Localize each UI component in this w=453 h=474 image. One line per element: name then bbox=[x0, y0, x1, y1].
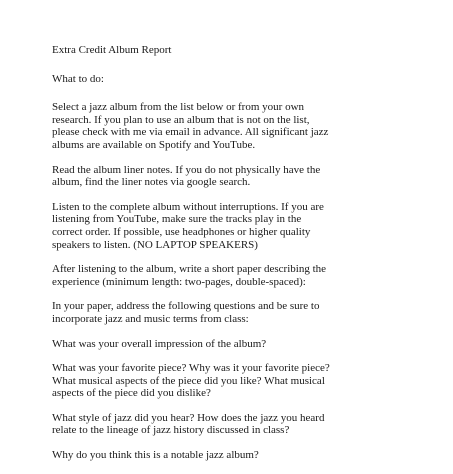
document-title: Extra Credit Album Report bbox=[52, 44, 172, 56]
document-body bbox=[52, 44, 432, 474]
paragraph-line: research. If you plan to use an album that is not on the list, bbox=[52, 113, 310, 126]
paragraph-address-questions bbox=[52, 300, 432, 325]
paragraph-line: Select a jazz album from the list below or from your own bbox=[52, 101, 305, 114]
paragraph-line: What musical aspects of the piece did you like? What musical bbox=[52, 374, 325, 387]
paragraph-line: Why do you think this is a notable jazz album? bbox=[52, 449, 259, 462]
paragraph-line: After listening to the album, write a short paper describing the bbox=[52, 263, 327, 276]
paragraph-line: speakers to listen. (NO LAPTOP SPEAKERS) bbox=[52, 238, 258, 251]
paragraph-write-paper bbox=[52, 263, 432, 288]
paragraph-line: Read the album liner notes. If you do not physically have the bbox=[52, 163, 321, 176]
paragraph-line: In your paper, address the following questions and be sure to bbox=[52, 300, 320, 313]
paragraph-line: albums are available on Spotify and YouTube. bbox=[52, 138, 256, 151]
question-favorite-piece bbox=[52, 362, 432, 400]
paragraph-line: Listen to the complete album without interruptions. If you are bbox=[52, 200, 324, 213]
paragraph-select-album bbox=[52, 101, 432, 151]
paragraph-line: listening from YouTube, make sure the tracks play in the bbox=[52, 213, 302, 226]
paragraph-line: album, find the liner notes via google search. bbox=[52, 176, 251, 189]
paragraph-line: incorporate jazz and music terms from class: bbox=[52, 312, 249, 325]
paragraph-line: experience (minimum length: two-pages, double-spaced): bbox=[52, 275, 306, 288]
section-heading: What to do: bbox=[52, 72, 104, 85]
paragraph-line: please check with me via email in advance. All significant jazz bbox=[52, 126, 329, 139]
paragraph-liner-notes bbox=[52, 164, 432, 189]
paragraph-line: aspects of the piece did you dislike? bbox=[52, 387, 211, 400]
paragraph-line: relate to the lineage of jazz history discussed in class? bbox=[52, 424, 290, 437]
question-jazz-style bbox=[52, 412, 432, 437]
paragraph-listen bbox=[52, 201, 432, 251]
paragraph-line: correct order. If possible, use headphones or higher quality bbox=[52, 225, 311, 238]
paragraph-line: What was your favorite piece? Why was it your favorite piece? bbox=[52, 362, 330, 375]
question-notable-album bbox=[52, 449, 432, 462]
question-overall-impression bbox=[52, 338, 432, 351]
paragraph-line: What was your overall impression of the album? bbox=[52, 337, 267, 350]
paragraph-line: What style of jazz did you hear? How does the jazz you heard bbox=[52, 411, 325, 424]
